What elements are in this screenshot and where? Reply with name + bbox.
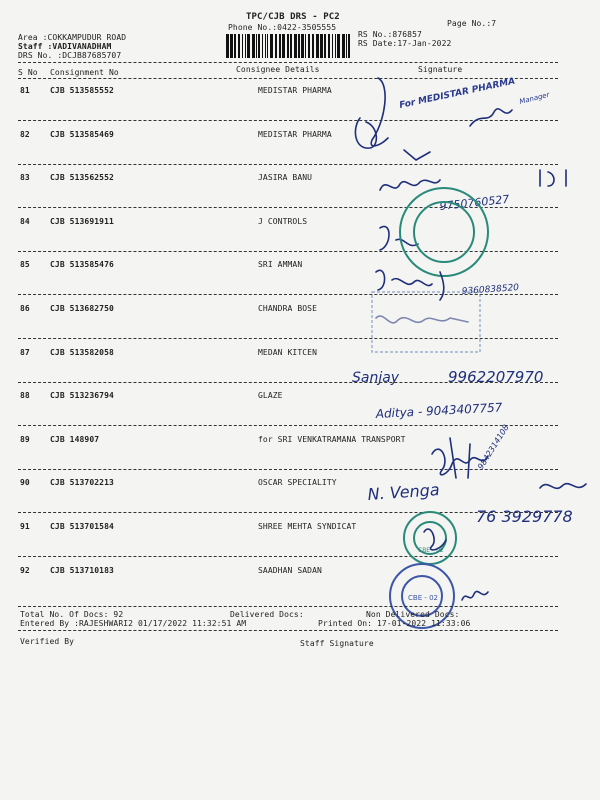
row-consignee: OSCAR SPECIALITY [258,478,337,487]
staff-signature: Staff Signature [300,639,374,648]
row-consignment-no: CJB 513585476 [50,260,114,269]
address-stamp [372,292,480,352]
row-consignment-no: CJB 513691911 [50,217,114,226]
col-consignment: Consignment No [50,68,119,77]
col-signature: Signature [418,65,463,74]
row-consignee: MEDISTAR PHARMA [258,86,332,95]
verified-by: Verified By [20,637,75,646]
phone-number: Phone No.:0422-3505555 [228,23,337,32]
row-serial: 85 [20,260,30,269]
row-serial: 84 [20,217,30,226]
row-consignment-no: CJB 513701584 [50,522,114,531]
row-consignment-no: CJB 513682750 [50,304,114,313]
entered-by: Entered By :RAJESHWARI2 01/17/2022 11:32:51 AM [20,619,247,628]
row-serial: 89 [20,435,30,444]
row-consignment-no: CJB 513710183 [50,566,114,575]
drs-number: DRS No. :DCJB87685707 [18,51,122,60]
page-number: Page No.:7 [447,19,497,28]
col-consignee: Consignee Details [236,65,320,74]
signature-88 [374,400,503,421]
row-serial: 91 [20,522,30,531]
non-delivered-docs: Non Delivered Docs: [366,610,460,619]
handwritten-phone-83: 9750760527 [438,192,510,213]
row-consignee: GLAZE [258,391,283,400]
row-serial: 82 [20,130,30,139]
signature-87 [352,368,543,386]
handwritten-phone-89: 9842314108 [476,423,511,472]
stamp-91-text: CBE - 02 [418,547,444,554]
company-stamp-circle [400,188,488,276]
col-sno: S No [18,68,38,77]
total-docs: Total No. Of Docs: 92 [20,610,124,619]
document-title: TPC/CJB DRS - PC2 [246,12,340,22]
handwritten-phone-85: 9360838520 [461,283,520,297]
row-serial: 87 [20,348,30,357]
delivered-docs: Delivered Docs: [230,610,304,619]
row-consignee: SAADHAN SADAN [258,566,322,575]
row-consignment-no: CJB 513562552 [50,173,114,182]
signature-89 [432,423,511,478]
row-serial: 81 [20,86,30,95]
stamp-91 [404,512,456,564]
handwritten-manager: Manager [518,90,551,106]
row-consignment-no: CJB 513582058 [50,348,114,357]
handwritten-phone-90: 76 3929778 [476,507,573,526]
signature-81 [355,77,551,160]
divider [18,606,558,607]
row-consignment-no: CJB 513702213 [50,478,114,487]
printed-on: Printed On: 17-01-2022 11:33:06 [318,619,471,628]
row-consignment-no: CJB 513585552 [50,86,114,95]
rs-number: RS No.:876857 [358,30,422,39]
handwritten-88: Aditya - 9043407757 [375,400,503,421]
row-consignee: J CONTROLS [258,217,308,226]
staff-label: Staff :VADIVANADHAM [18,42,112,51]
handwritten-name-90: N. Venga [366,480,441,504]
handwritten-phone-87: 9962207970 [448,368,544,386]
row-consignment-no: CJB 513585469 [50,130,114,139]
row-consignment-no: CJB 148907 [50,435,100,444]
row-consignee: MEDAN KITCEN [258,348,317,357]
stamp-92-text: CBE - 02 [408,594,438,602]
row-serial: 83 [20,173,30,182]
row-consignee: JASIRA BANU [258,173,313,182]
handwritten-for-medistar: For MEDISTAR PHARMA [398,76,517,111]
row-serial: 86 [20,304,30,313]
row-serial: 92 [20,566,30,575]
row-consignment-no: CJB 513236794 [50,391,114,400]
signature-85 [376,270,520,300]
divider [18,630,558,631]
handwritten-name-87: Sanjay [352,370,400,386]
row-consignee: for SRI VENKATRAMANA TRANSPORT [258,435,406,444]
rs-date: RS Date:17-Jan-2022 [358,39,452,48]
area-label: Area :COKKAMPUDUR ROAD [18,33,127,42]
row-consignee: MEDISTAR PHARMA [258,130,332,139]
row-serial: 90 [20,478,30,487]
row-consignee: SHREE MEHTA SYNDICAT [258,522,357,531]
row-consignee: SRI AMMAN [258,260,303,269]
row-consignee: CHANDRA BOSE [258,304,317,313]
row-serial: 88 [20,391,30,400]
signature-90 [367,480,586,526]
